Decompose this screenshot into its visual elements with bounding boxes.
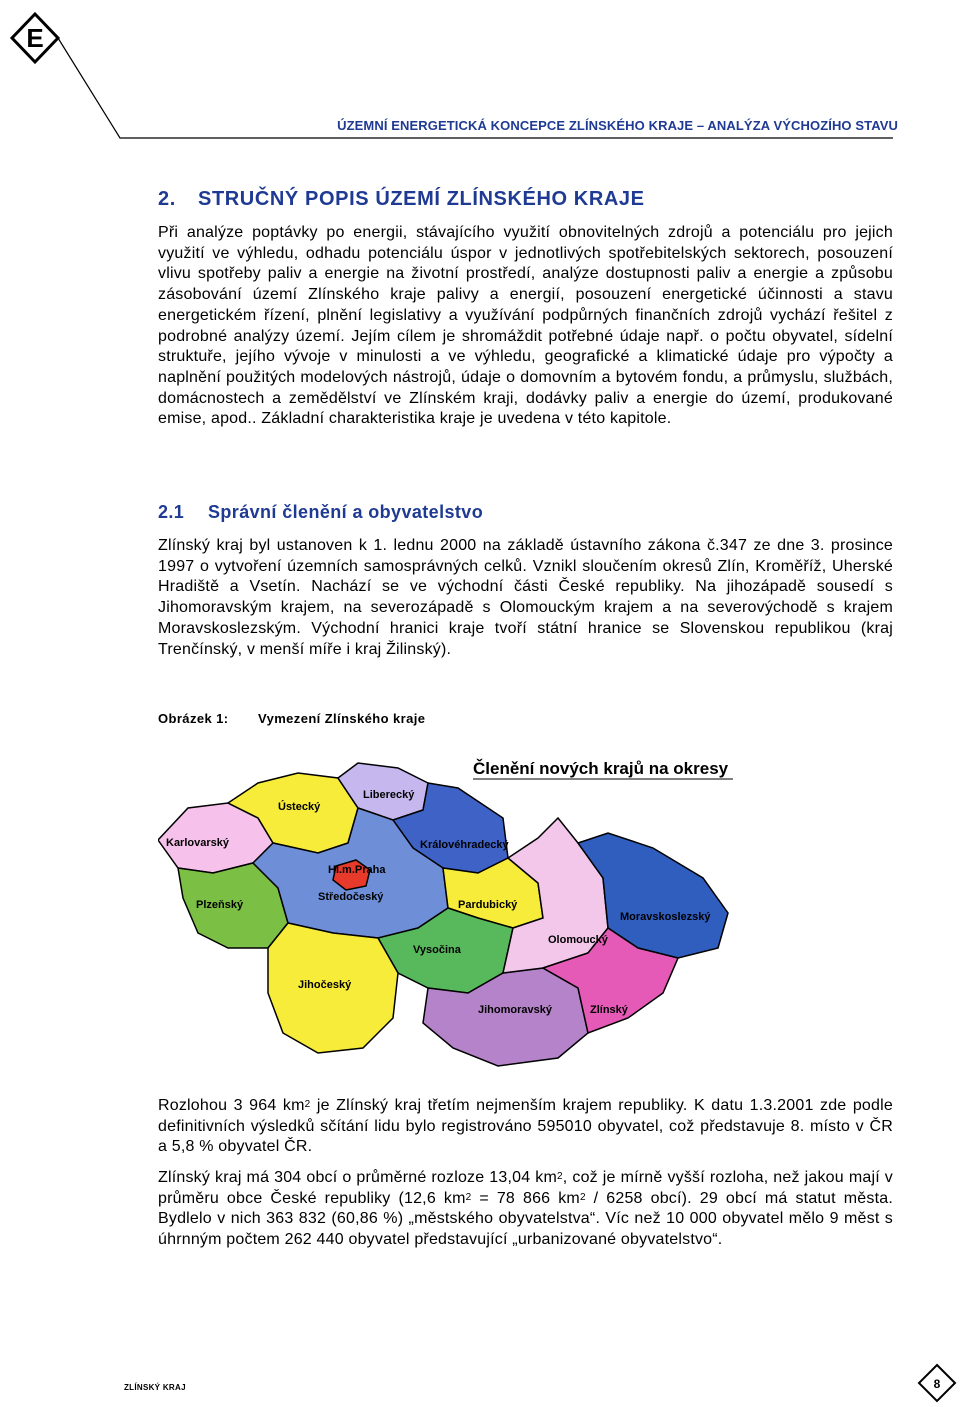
chapter-heading: [158, 188, 645, 211]
figure-label: Obrázek 1:: [158, 711, 229, 726]
footer-region-name: ZLÍNSKÝ KRAJ: [124, 1383, 186, 1392]
figure-caption-text: Vymezení Zlínského kraje: [258, 711, 426, 726]
municipal-paragraph: Zlínský kraj má 304 obcí o průměrné rozloze 13,04 $km^2$, což je mírně vyšší rozloha, než jakou mají v průměru obce České republiky (12,6 $km^2 = 78$ 866 $km^2 / 6258$ obcí). 29 obcí má statut města. Bydlelo v nich 363 832 (60,86 %) „městského obyvatelstva“. Víc než 10 000 obyvatel mělo 9 měst s úhrnným počtem 262 440 obyvatel představující „urbanizované obyvatelstvo“.: [158, 1169, 893, 1249]
logo-letter: E: [26, 23, 44, 53]
label-plzensky: Plzeňský: [196, 899, 244, 911]
label-moravskoslezsky: Moravskoslezský: [620, 911, 711, 923]
figure-caption: [158, 711, 425, 726]
label-pardubicky: Pardubický: [458, 899, 518, 911]
label-karlovarsky: Karlovarský: [166, 837, 229, 849]
map-title: Členění nových krajů na okresy: [473, 759, 729, 778]
region-map: [158, 748, 738, 1078]
label-jihocesky: Jihočeský: [298, 979, 352, 991]
section-paragraph: Zlínský kraj byl ustanoven k 1. lednu 2000 na základě ústavního zákona č.347 ze dne 3. prosince 1997 o vytvoření územních samosprávných celků. Vznikl sloučením okresů Zlín, Kroměříž, Uherské Hradiště a Vsetín. Nachází se ve východní části České republiky. Na jihozápadě sousedí s Jihomoravským krajem, na severozápadě s Olomouckým krajem a na severovýchodě s krajem Moravskoslezským. Východní hranici kraje tvoří státní hranice se Slovenskou republikou (kraj Trenčínský, v menší míře i kraj Žilinský).: [158, 537, 893, 658]
section-number: 2.1: [158, 502, 185, 522]
chapter-number: 2.: [158, 188, 176, 210]
label-stredocesky: Středočeský: [318, 891, 384, 903]
label-olomoucky: Olomoucký: [548, 934, 608, 946]
label-zlinsky: Zlínský: [590, 1004, 628, 1016]
label-vysocina: Vysočina: [413, 944, 461, 956]
header-title: ÚZEMNÍ ENERGETICKÁ KONCEPCE ZLÍNSKÉHO KRAJE – ANALÝZA VÝCHOZÍHO STAVU: [337, 118, 898, 133]
section-heading: [158, 502, 483, 523]
section-title: Správní členění a obyvatelstvo: [208, 502, 484, 522]
label-kralovehradecky: Královéhradecký: [420, 839, 509, 851]
label-liberecky: Liberecký: [363, 789, 415, 801]
page-number-badge: [917, 1363, 957, 1403]
label-praha: Hl.m.Praha: [328, 864, 386, 876]
chapter-title: STRUČNÝ POPIS ÚZEMÍ ZLÍNSKÉHO KRAJE: [198, 188, 645, 210]
page-number: 8: [933, 1377, 941, 1391]
label-ustecky: Ústecký: [278, 801, 321, 813]
area-paragraph: Rozlohou 3 964 $km^2$ je Zlínský kraj třetím nejmenším krajem republiky. K datu 1.3.2001 zde podle definitivních výsledků sčítání lidu bylo registrováno 595010 obyvatel, což představuje 8. místo v ČR a 5,8 % obyvatel ČR.: [158, 1097, 893, 1156]
intro-paragraph: Při analýze poptávky po energii, stávajícího využití obnovitelných zdrojů a potenciálu pro jejich využití ve výhledu, odhadu potenciálu úspor v jednotlivých spotřebitelských sektorech, posouzení vlivu spotřeby paliv a energie na životní prostředí, analýze dostupnosti paliv a energie a způsobu zásobování území Zlínského kraje palivy a energií, posouzení energetické účinnosti a stavu energetickém řízení, plnění legislativy a využívání podpůrných finančních zdrojů vychází řešitel z podrobné analýzy území. Jejím cílem je shromáždit potřebné údaje např. o počtu obyvatel, sídelní struktuře, jejího vývoje v minulosti a ve výhledu, geografické a klimatické údaje pro výpočty a naplnění použitých modelových nástrojů, údaje o domovním a bytovém fondu, a průmyslu, službách, domácnostech a zemědělství ve Zlínském kraji, dodávky paliv a energie do území, produkované emise, apod.. Základní charakteristika kraje je uvedena v této kapitole.: [158, 224, 893, 428]
label-jihomoravsky: Jihomoravský: [478, 1004, 552, 1016]
